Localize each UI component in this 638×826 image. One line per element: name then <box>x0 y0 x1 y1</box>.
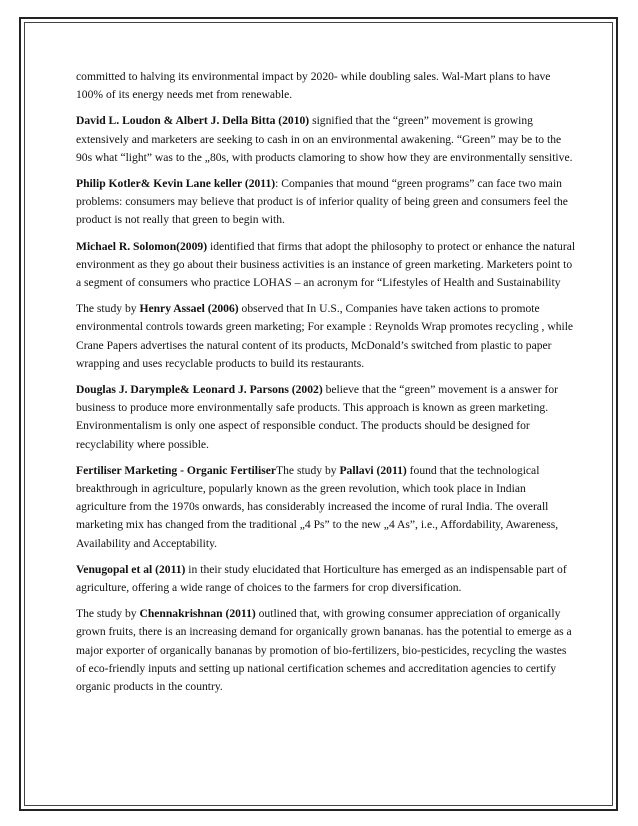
text-run: The study by <box>76 607 140 621</box>
text-run: observed that In U.S., Companies have taken actions to promote environmental controls towards green marketing; For example : Reynolds Wrap promotes recycling , while Crane Papers advertises the natural content of its products, McDonald’s switched from plastic to paper wrapping and uses recyclable products to build its restaurants. <box>76 302 574 370</box>
text-run: identified that firms that adopt the philosophy to protect or enhance the natural environment as they go about their business activities is an instance of green marketing. Marketers point to a segment of consumers who practice LOHAS – an acronym for “Lifestyles of Health and Sustainability <box>76 239 576 290</box>
bold-citation: hennakrishnan (2011) <box>147 607 256 621</box>
text-run: in their study elucidated that Horticulture has emerged as an indispensable part of agriculture, offering a wide range of choices to the farmers for crop diversification. <box>76 562 567 595</box>
bold-citation: Venugopal et al (2011) <box>76 562 186 576</box>
para-chennakrishnan <box>76 605 576 696</box>
bold-citation: Pallavi (2011) <box>339 463 407 477</box>
text-run: : Companies that mound “green programs” can face two main problems: consumers may believe that product is of inferior quality of being green and consumers feel the product is not really that green to begin with. <box>76 177 568 227</box>
text-run: believe that the “green” movement is a answer for business to produce more environmentally safe products. This approach is known as green marketing. Environmentalism is only one aspect of responsible conduct. The products should be designed for recyclability where possible. <box>76 383 559 451</box>
document-body <box>76 68 576 704</box>
text-run: The study by <box>276 463 340 477</box>
para-venugopal <box>76 561 576 597</box>
para-pallavi <box>76 462 576 553</box>
bold-citation: Michael R. Solomon(2009) <box>76 239 208 253</box>
text-run: outlined that, with growing consumer appreciation of organically grown fruits, there is an increasing demand for organically grown bananas. has the potential to emerge as a major exporter of organically bananas by promotion of bio-fertilizers, bio-pesticides, recycling the wastes of eco-friendly inputs and setting up national certification schemes and accreditation agencies to certify organic products in the country. <box>76 607 572 694</box>
bold-citation: Henry Assael (2006) <box>139 302 239 316</box>
para-assael <box>76 300 576 373</box>
text-run: found that the technological breakthrough in agriculture, popularly known as the green revolution, which took place in Indian agriculture from the 1970s onwards, has considerably increased the income of rural India. The overall marketing mix has changed from the traditional „4 Ps” to the new „4 As”, i.e., Affordability, Awareness, Availability and Acceptability. <box>76 463 559 550</box>
bold-citation: Douglas J. Darymple& Leonard J. Parsons (2002) <box>76 383 323 397</box>
text-run: signified that the “green” movement is growing extensively and marketers are seeking to cash in on an environmental awakening. “Green” may be to the 90s what “light” was to the „80s, with products clamoring to show how they are environmentally sensitive. <box>76 114 573 164</box>
para-solomon <box>76 238 576 293</box>
bold-citation: C <box>139 607 148 621</box>
para-loudon <box>76 112 576 167</box>
bold-citation: Fertiliser Marketing - Organic Fertiliser <box>76 463 277 477</box>
bold-citation: Philip Kotler& Kevin Lane keller (2011) <box>76 177 276 191</box>
text-run: committed to halving its environmental impact by 2020- while doubling sales. Wal-Mart plans to have 100% of its energy needs met from renewable. <box>76 70 551 102</box>
para-walmart <box>76 68 576 104</box>
para-darymple <box>76 381 576 454</box>
para-kotler <box>76 175 576 230</box>
text-run: The study by <box>76 302 140 316</box>
bold-citation: David L. Loudon & Albert J. Della Bitta (2010) <box>76 114 310 128</box>
